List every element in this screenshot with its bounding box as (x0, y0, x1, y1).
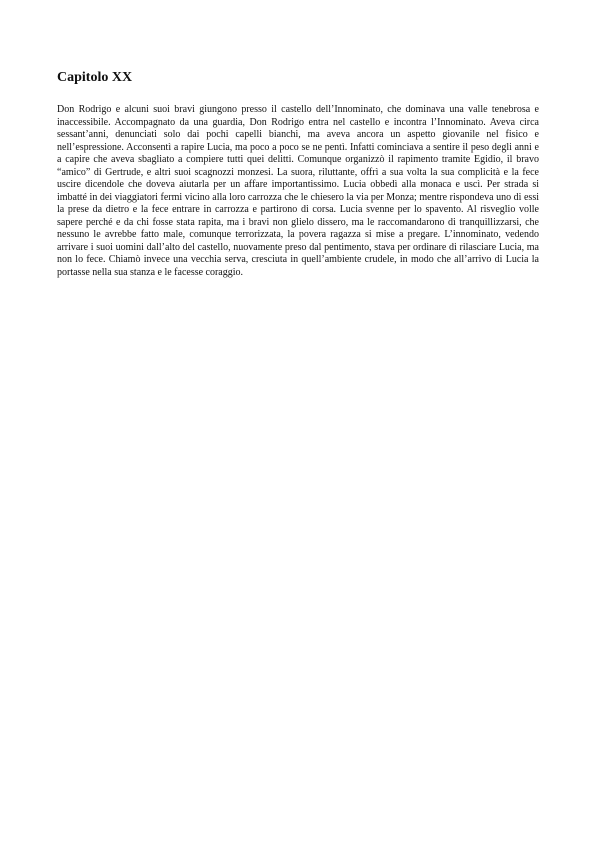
document-content (57, 68, 539, 279)
chapter-title: Capitolo XX (57, 70, 133, 85)
chapter-paragraph: Don Rodrigo e alcuni suoi bravi giungono presso il castello dell’Innominato, che dominava una valle tenebrosa e inaccessibile. Accompagnato da una guardia, Don Rodrigo entra nel castello e incontra l’Innominato. Aveva circa sessant’anni, denunciati solo dai pochi capelli bianchi, ma aveva ancora un aspetto giovanile nel fisico e nell’espressione. Acconsentì a rapire Lucia, ma poco a poco se ne pentì. Infatti cominciava a sentire il peso degli anni e a capire che aveva sbagliato a compiere tutti quei delitti. Comunque organizzò il rapimento tramite Egidio, il bravo “amico” di Gertrude, e altri suoi scagnozzi monzesi. La suora, riluttante, offrì a sua volta la sua complicità e la fece uscire dicendole che doveva aiutarla per un affare importantissimo. Lucia obbedì alla monaca e uscì. Per strada si imbatté in dei viaggiatori fermi vicino alla loro carrozza che le chiesero la via per Monza; mentre rispondeva uno di essi la prese da dietro e la fece entrare in carrozza e partirono di corsa. Lucia svenne per lo spavento. Al risveglio volle sapere perché e da chi fosse stata rapita, ma i bravi non glielo dissero, ma le raccomandarono di tranquillizzarsi, che nessuno le avrebbe fatto male, comunque terrorizzata, la povera ragazza si mise a pregare. L’innominato, vedendo arrivare i suoi uomini dall’alto del castello, nuovamente preso dal pentimento, stava per ordinare di rilasciare Lucia, ma non lo fece. Chiamò invece una vecchia serva, cresciuta in quell’ambiente crudele, in modo che all’arrivo di Lucia la portasse nella sua stanza e le facesse coraggio. (57, 104, 539, 278)
